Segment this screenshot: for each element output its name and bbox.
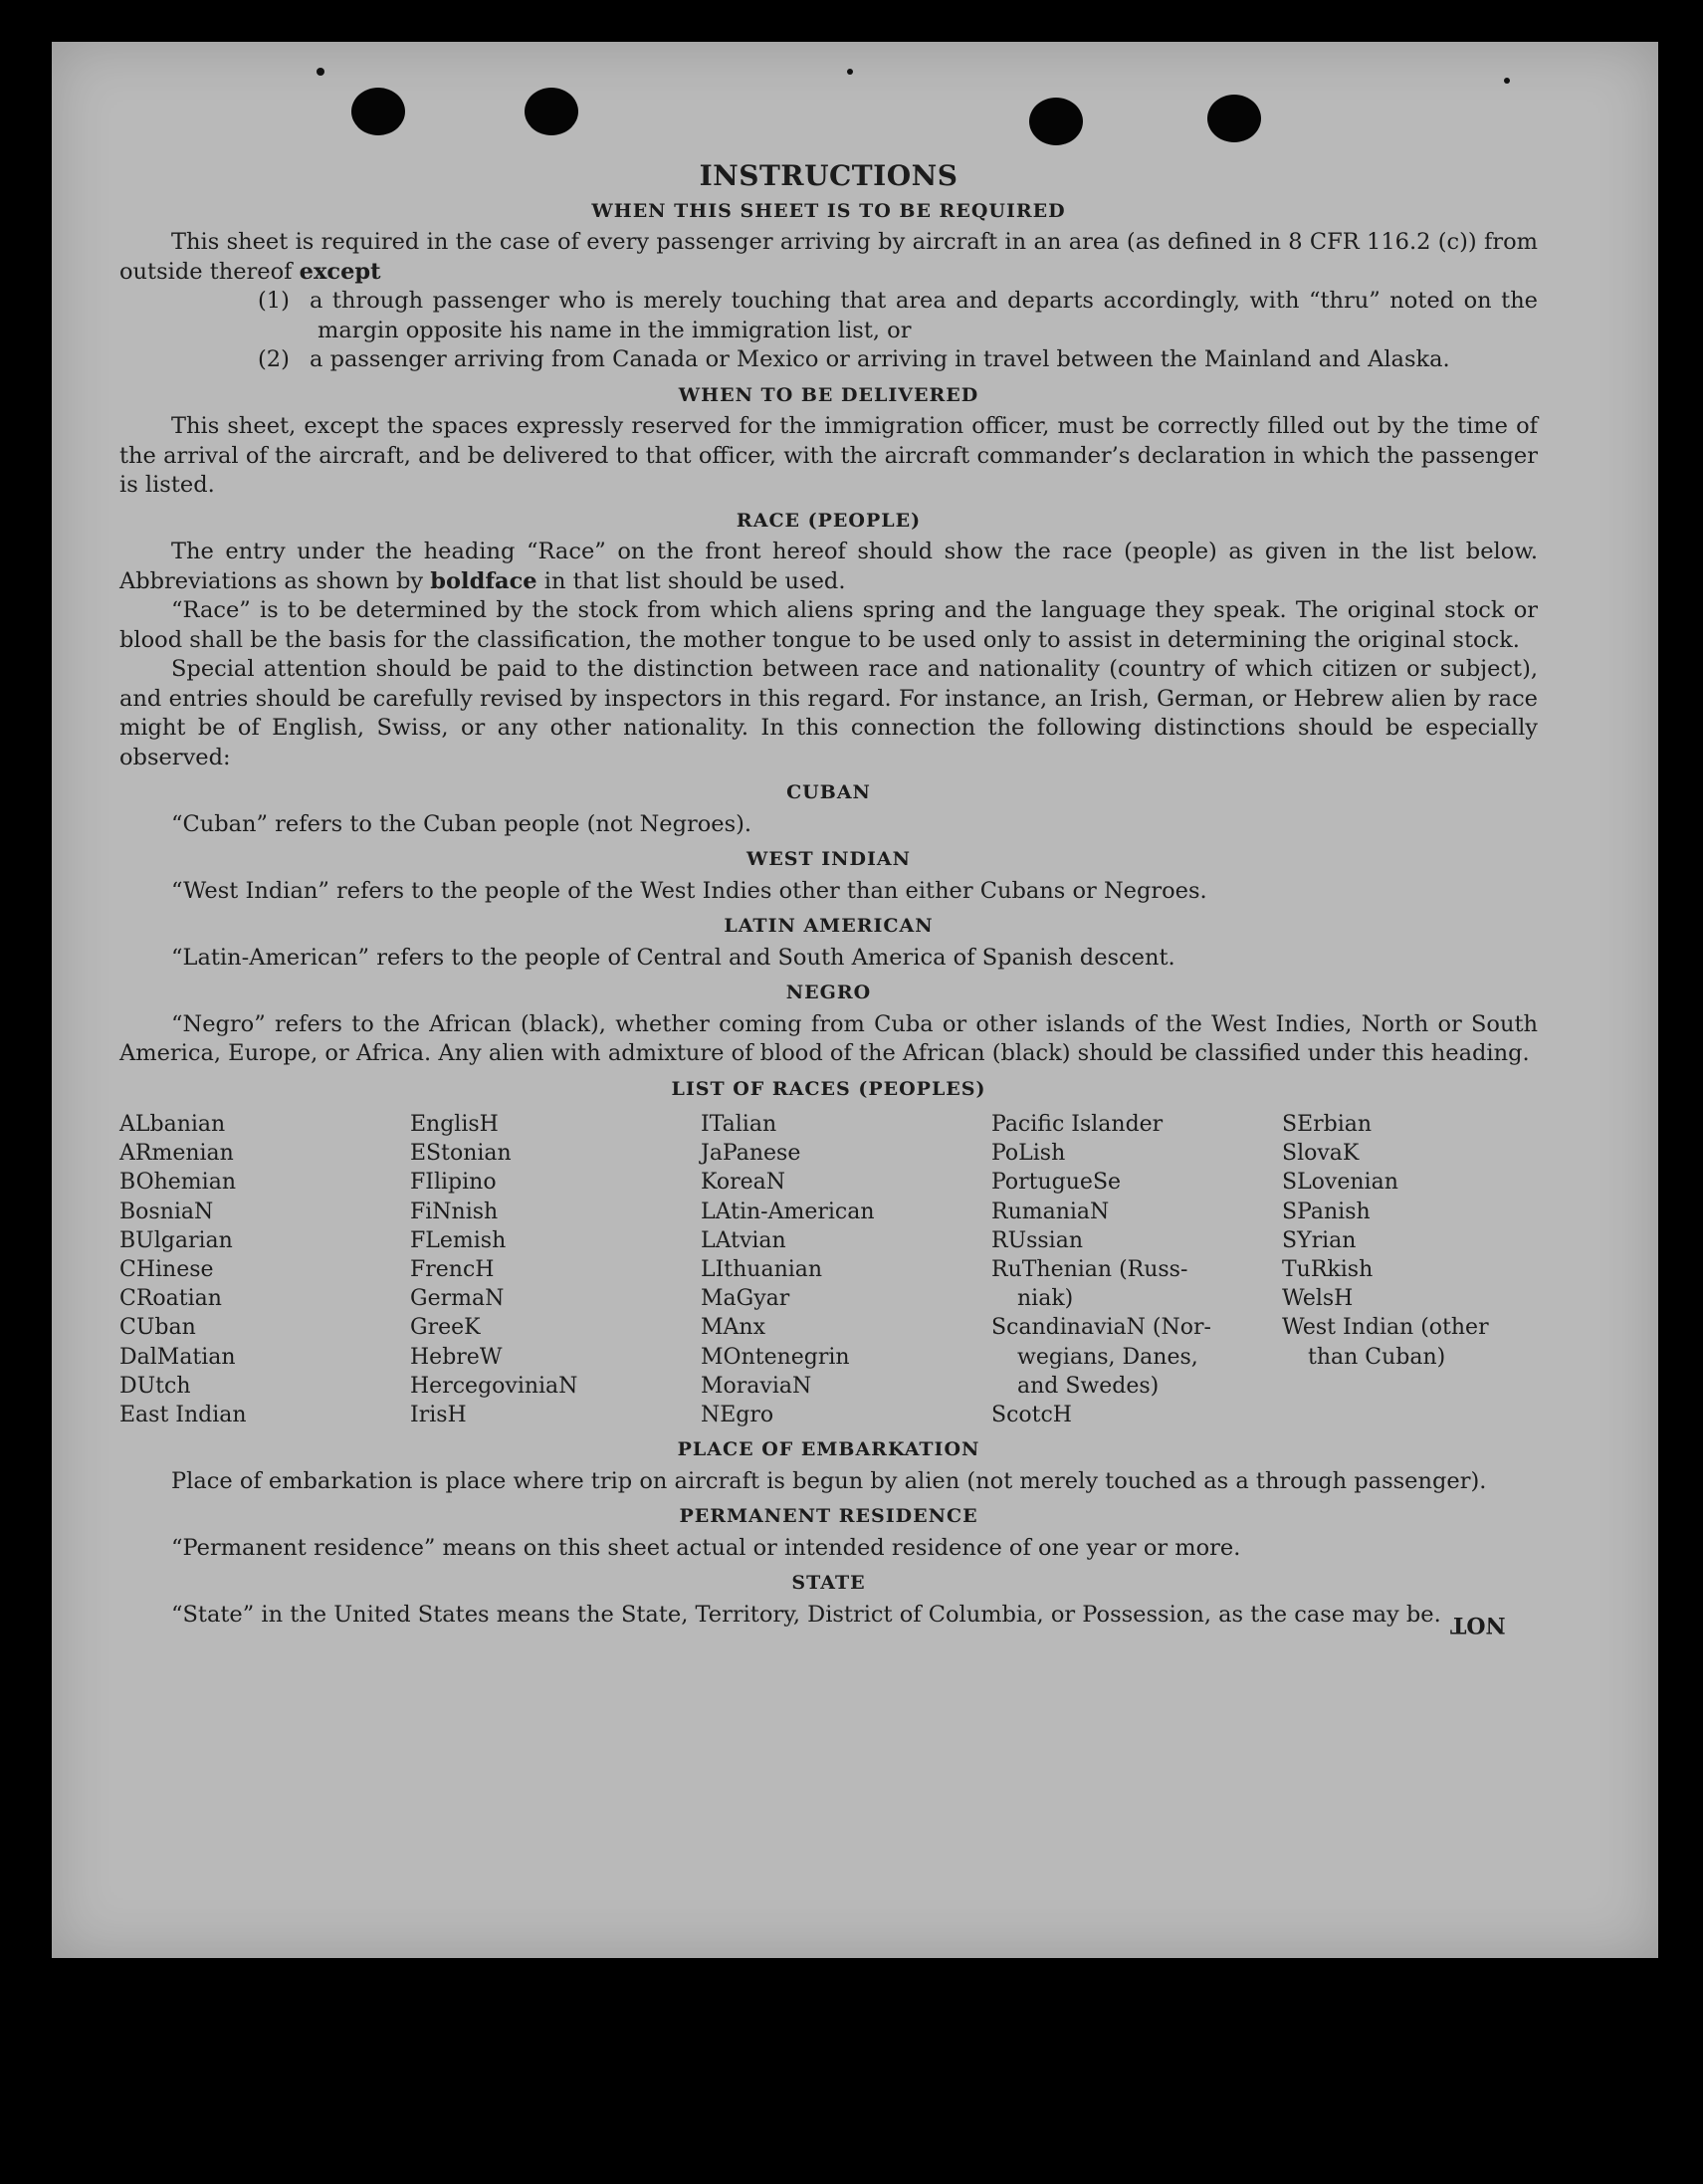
race-entry: FLemish [410,1227,507,1253]
race-entry: MAnx [701,1315,765,1341]
race-entry: PortugueSe [991,1170,1122,1196]
races-column [1282,1110,1538,1429]
section-heading-embarkation: PLACE OF EMBARKATION [677,1438,980,1461]
list-item: (1) a through passenger who is merely touching that area and departs accordingly, with “thru” noted on the margin opposite his name in the immigration list, or [258,288,1538,343]
race-entry: RumaniaN [991,1199,1110,1224]
race-entry: than Cuban) [1308,1344,1446,1370]
race-entry: DUtch [119,1373,191,1399]
section-heading-delivered: WHEN TO BE DELIVERED [678,383,979,406]
race-entry: JaPanese [701,1141,801,1167]
punch-hole [351,88,405,135]
paragraph: “Cuban” refers to the Cuban people (not Negroes). [171,810,752,837]
section-heading-state: STATE [791,1572,866,1595]
race-entry: RuThenian (Russ- [991,1257,1188,1283]
paragraph: “Race” is to be determined by the stock from which aliens spring and the language they speak. The original stock or blood shall be the basis for the classification, the mother tongue to be used only to assist in determining the original stock. [119,597,1538,653]
list-item: (2) a passenger arriving from Canada or Mexico or arriving in travel between the Mainland and Alaska. [258,346,1450,372]
document-sheet [52,42,1658,1958]
section-heading-race: RACE (PEOPLE) [736,509,922,532]
paragraph: “Negro” refers to the African (black), whether coming from Cuba or other islands of the West Indies, North or South America, Europe, or Africa. Any alien with admixture of blood of the African (black) should be classified under this heading. [119,1010,1538,1066]
paragraph: The entry under the heading “Race” on the front hereof should show the race (people) as given in the list below. Abbreviations as shown by boldface in that list should be used. [119,539,1538,594]
race-entry: BosniaN [119,1199,214,1224]
race-entry: GermaN [410,1286,505,1312]
race-entry: SYrian [1282,1227,1357,1253]
race-entry: CHinese [119,1257,214,1283]
race-entry: TuRkish [1282,1257,1374,1283]
race-entry: ScotcH [991,1403,1072,1428]
races-column [701,1110,991,1429]
paragraph: This sheet, except the spaces expressly reserved for the immigration officer, must be correctly filled out by the time of the arrival of the aircraft, and be delivered to that officer, with the aircraft commander’s declaration in which the passenger is listed. [119,413,1538,498]
punch-hole [1029,98,1083,145]
race-entry: EnglisH [410,1112,499,1137]
race-entry: ITalian [701,1112,777,1137]
section-heading-permanent-residence: PERMANENT RESIDENCE [679,1505,978,1528]
races-list [119,1110,1538,1429]
paragraph: This sheet is required in the case of every passenger arriving by aircraft in an area (as defined in 8 CFR 116.2 (c)) from outside thereof except [119,229,1538,285]
paragraph: “Permanent residence” means on this sheet actual or intended residence of one year or more. [171,1534,1241,1561]
race-entry: ALbanian [119,1112,226,1137]
race-entry: niak) [1017,1286,1074,1312]
bleed-through-stamp: NOT [1450,1612,1506,1638]
race-entry: Pacific Islander [991,1112,1164,1137]
race-entry: West Indian (other [1282,1315,1489,1341]
race-entry: MOntenegrin [701,1344,850,1370]
paragraph: Place of embarkation is place where trip on aircraft is begun by alien (not merely touched as a through passenger). [171,1467,1487,1494]
punch-hole [1207,95,1261,142]
race-entry: SErbian [1282,1112,1373,1137]
race-entry: SPanish [1282,1199,1371,1224]
race-entry: wegians, Danes, [1017,1344,1198,1370]
race-entry: HebreW [410,1344,503,1370]
races-column [410,1110,701,1429]
paragraph: “West Indian” refers to the people of the West Indies other than either Cubans or Negroes. [171,877,1207,904]
speck [317,68,324,76]
race-entry: LAtvian [701,1227,786,1253]
punch-hole [525,88,578,135]
races-column [119,1110,410,1429]
section-heading-west-indian: WEST INDIAN [745,848,912,870]
race-entry: RUssian [991,1227,1084,1253]
race-entry: LAtin-American [701,1199,875,1224]
race-entry: FIlipino [410,1170,497,1196]
race-entry: NEgro [701,1403,774,1428]
race-entry: WelsH [1282,1286,1354,1312]
race-entry: CRoatian [119,1286,222,1312]
section-heading-cuban: CUBAN [786,781,871,803]
section-heading-negro: NEGRO [785,982,872,1003]
section-heading-list-of-races: LIST OF RACES (PEOPLES) [671,1077,986,1100]
race-entry: FiNnish [410,1199,499,1224]
race-entry: GreeK [410,1315,481,1341]
race-entry: MaGyar [701,1286,790,1312]
race-entry: ARmenian [119,1141,234,1167]
section-heading-latin-american: LATIN AMERICAN [724,915,934,937]
paragraph: Special attention should be paid to the distinction between race and nationality (country of which citizen or subject), and entries should be carefully revised by inspectors in this regard. For instance, an Irish, German, or Hebrew alien by race might be of English, Swiss, or any other nationality. In this connection the following distinctions should be especially observed: [119,656,1538,770]
race-entry: SlovaK [1282,1141,1360,1167]
race-entry: DalMatian [119,1344,236,1370]
race-entry: SLovenian [1282,1170,1398,1196]
race-entry: BUlgarian [119,1227,233,1253]
race-entry: EStonian [410,1141,512,1167]
race-entry: BOhemian [119,1170,236,1196]
race-entry: IrisH [410,1403,467,1428]
speck [1504,78,1510,84]
race-entry: LIthuanian [701,1257,823,1283]
races-column [991,1110,1282,1429]
race-entry: MoraviaN [701,1373,812,1399]
race-entry: PoLish [991,1141,1066,1167]
race-entry: East Indian [119,1403,247,1428]
race-entry: ScandinaviaN (Nor- [991,1315,1211,1341]
race-entry: CUban [119,1315,196,1341]
race-entry: HercegoviniaN [410,1373,578,1399]
page-title: INSTRUCTIONS [699,159,958,192]
race-entry: KoreaN [701,1170,785,1196]
speck [847,69,853,75]
race-entry: and Swedes) [1017,1373,1160,1399]
instructions-content [119,161,1538,1630]
race-entry: FrencH [410,1257,495,1283]
paragraph: “State” in the United States means the State, Territory, District of Columbia, or Possession, as the case may be. [171,1601,1441,1628]
section-heading-required: WHEN THIS SHEET IS TO BE REQUIRED [591,199,1066,222]
paragraph: “Latin-American” refers to the people of Central and South America of Spanish descent. [171,944,1175,971]
